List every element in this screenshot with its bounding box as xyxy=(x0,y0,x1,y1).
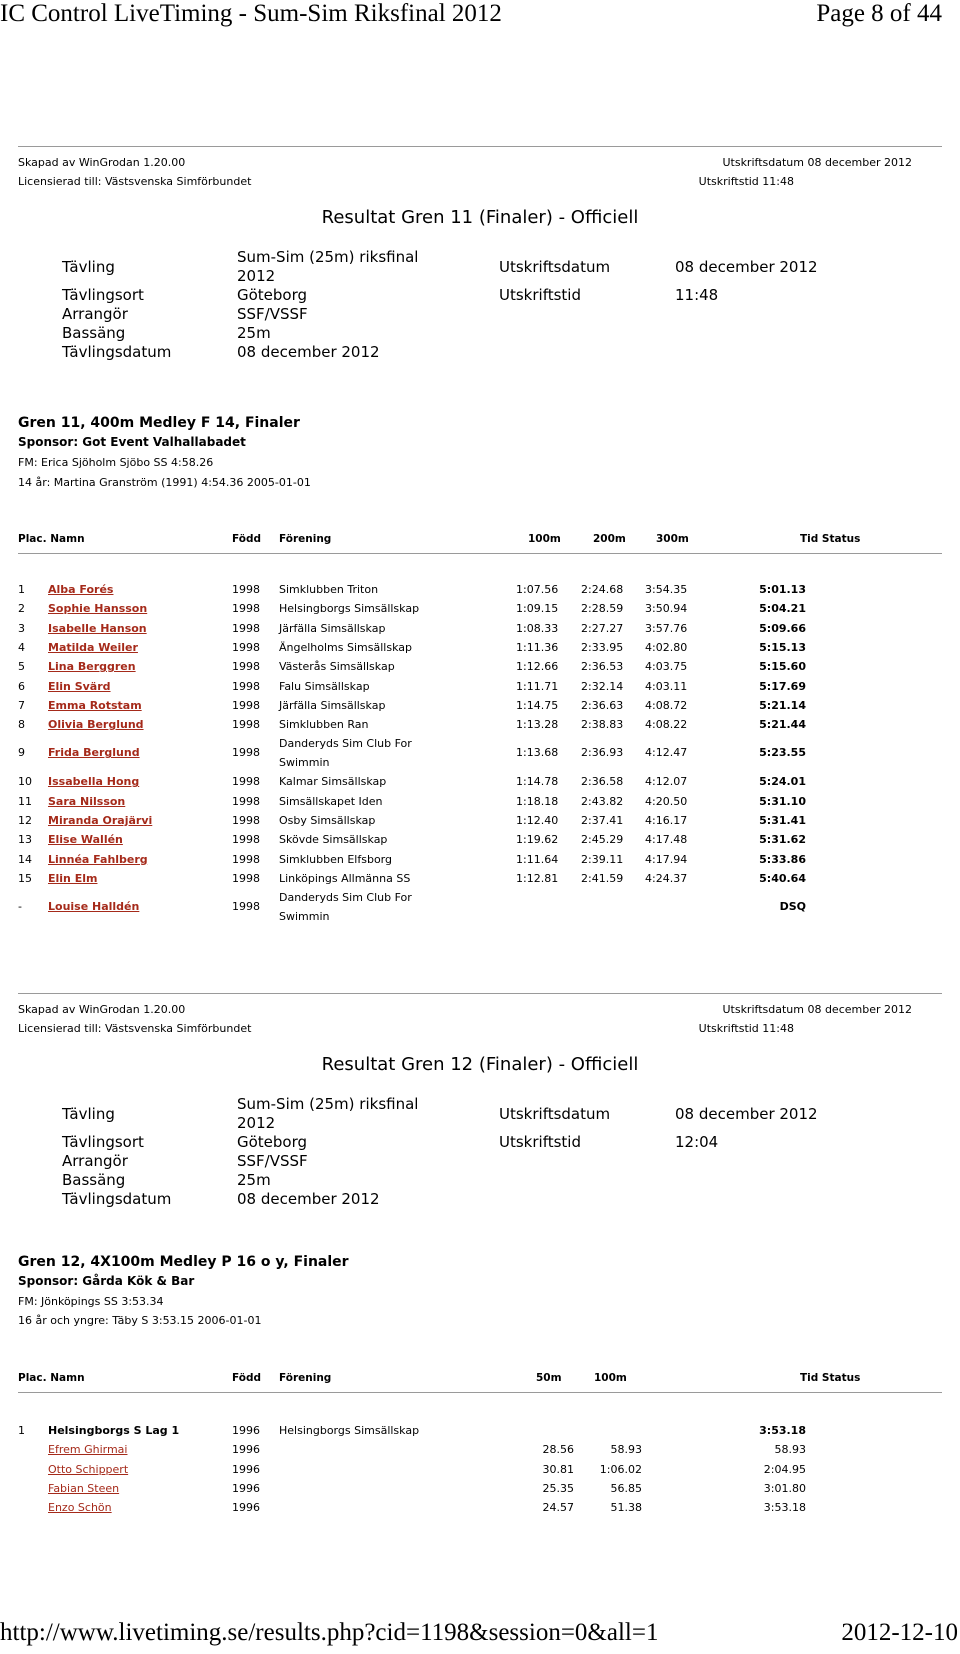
row-final-time: 5:15.13 xyxy=(759,640,806,654)
row-split-1: 1:08.33 xyxy=(516,621,559,635)
row-place: 7 xyxy=(18,698,25,712)
col-tid-status: Tid Status xyxy=(800,1372,861,1384)
info-value-utskriftsdatum: 08 december 2012 xyxy=(675,1105,818,1123)
row-final-time: 5:31.62 xyxy=(759,833,806,847)
info-label-tavlingsdatum: Tävlingsdatum xyxy=(62,343,172,361)
created-by: Skapad av WinGrodan 1.20.00 xyxy=(18,156,186,169)
col-forening: Förening xyxy=(279,533,332,545)
info-label-arrangor: Arrangör xyxy=(62,305,128,323)
row-final-time: 5:31.41 xyxy=(759,814,806,827)
page-footer xyxy=(0,1618,958,1652)
event-fm: FM: Erica Sjöholm Sjöbo SS 4:58.26 xyxy=(18,456,214,469)
row-split-1: 24.57 xyxy=(542,1501,574,1515)
athlete-name-link[interactable]: Sara Nilsson xyxy=(48,794,126,808)
licensed-to: Licensierad till: Västsvenska Simförbundet xyxy=(18,175,252,188)
row-split-1: 28.56 xyxy=(542,1443,574,1457)
row-split-2: 2:27.27 xyxy=(581,621,624,635)
col-fodd: Född xyxy=(232,533,261,545)
table-row xyxy=(18,811,942,830)
row-split-2: 2:38.83 xyxy=(581,718,624,732)
athlete-name-link[interactable]: Elise Wallén xyxy=(48,833,123,847)
results-table-gren-11 xyxy=(18,580,942,940)
row-birth-year: 1998 xyxy=(232,871,260,885)
info-label-bassang: Bassäng xyxy=(62,1171,126,1189)
row-split-1: 1:14.75 xyxy=(516,698,559,712)
athlete-name-link[interactable]: Linnéa Fahlberg xyxy=(48,852,148,866)
row-split-1: 1:07.56 xyxy=(516,583,559,596)
row-birth-year: 1998 xyxy=(232,814,260,827)
event-fm: FM: Jönköpings SS 3:53.34 xyxy=(18,1295,164,1308)
print-date: Utskriftsdatum 08 december 2012 xyxy=(722,156,912,169)
col-split-2: 100m xyxy=(594,1372,627,1384)
row-split-3: 4:17.48 xyxy=(645,833,688,847)
row-birth-year: 1996 xyxy=(232,1462,260,1476)
result-section-gren-12 xyxy=(18,993,942,1327)
row-place: - xyxy=(18,900,22,914)
info-value-tavlingsort: Göteborg xyxy=(237,1133,308,1151)
row-place: 5 xyxy=(18,660,25,674)
team-row xyxy=(18,1421,942,1440)
row-final-time: 5:21.14 xyxy=(759,698,806,712)
row-split-2: 2:43.82 xyxy=(581,794,624,808)
row-split-3: 4:20.50 xyxy=(645,794,688,808)
table-row xyxy=(18,869,942,888)
footer-date: 2012-12-10 xyxy=(841,1619,958,1646)
info-value-utskriftstid: 12:04 xyxy=(675,1133,719,1151)
row-split-2: 2:28.59 xyxy=(581,602,624,616)
row-cumulative-time: 3:53.18 xyxy=(763,1501,806,1515)
row-cumulative-time: 3:01.80 xyxy=(763,1481,806,1495)
row-split-3: 4:08.22 xyxy=(645,718,688,732)
row-split-1: 1:12.40 xyxy=(516,814,559,827)
athlete-name-link[interactable]: Olivia Berglund xyxy=(48,718,144,732)
row-final-time: 5:09.66 xyxy=(759,621,806,635)
table-row xyxy=(18,638,942,657)
row-birth-year: 1996 xyxy=(232,1424,260,1437)
divider xyxy=(18,993,942,994)
table-row xyxy=(18,599,942,618)
col-split-2: 200m xyxy=(593,533,626,545)
row-place: 11 xyxy=(18,794,32,808)
event-sponsor: Sponsor: Got Event Valhallabadet xyxy=(18,435,246,449)
swimmer-name-link[interactable]: Enzo Schön xyxy=(48,1501,112,1515)
info-value-tavlingsdatum: 08 december 2012 xyxy=(237,1190,380,1208)
row-club: Simklubben Elfsborg xyxy=(279,852,392,866)
row-place: 9 xyxy=(18,746,25,760)
result-title: Resultat Gren 11 (Finaler) - Officiell xyxy=(321,207,639,228)
header-divider xyxy=(18,1392,942,1393)
row-final-time: 5:40.64 xyxy=(759,871,806,885)
print-time: Utskriftstid 11:48 xyxy=(698,175,794,188)
row-split-1: 1:09.15 xyxy=(516,602,559,616)
row-place: 6 xyxy=(18,679,25,693)
row-club: Danderyds Sim Club For xyxy=(279,737,412,751)
print-time: Utskriftstid 11:48 xyxy=(698,1022,794,1035)
row-birth-year: 1998 xyxy=(232,775,260,789)
row-split-2: 2:39.11 xyxy=(581,852,624,866)
row-split-3: 4:03.75 xyxy=(645,660,688,674)
athlete-name-link[interactable]: Louise Halldén xyxy=(48,900,140,914)
event-record: 16 år och yngre: Täby S 3:53.15 2006-01-01 xyxy=(18,1314,262,1327)
row-club: Skövde Simsällskap xyxy=(279,833,388,847)
row-split-1: 1:13.28 xyxy=(516,718,559,732)
row-birth-year: 1998 xyxy=(232,852,260,866)
row-birth-year: 1998 xyxy=(232,718,260,732)
event-title: Gren 12, 4X100m Medley P 16 o y, Finaler xyxy=(18,1254,349,1270)
row-split-1: 1:19.62 xyxy=(516,833,559,847)
athlete-name-link[interactable]: Isabelle Hanson xyxy=(48,621,147,635)
row-place: 2 xyxy=(18,602,25,616)
row-split-1: 1:11.64 xyxy=(516,852,559,866)
info-label-arrangor: Arrangör xyxy=(62,1152,128,1170)
col-split-1: 50m xyxy=(536,1372,562,1384)
info-value-bassang: 25m xyxy=(237,324,271,342)
info-value-bassang: 25m xyxy=(237,1171,271,1189)
info-label-bassang: Bassäng xyxy=(62,324,126,342)
row-split-2: 1:06.02 xyxy=(599,1462,642,1476)
row-split-1: 1:18.18 xyxy=(516,794,559,808)
row-final-time: 5:17.69 xyxy=(759,679,806,693)
table-row xyxy=(18,734,942,772)
info-label-utskriftsdatum: Utskriftsdatum xyxy=(499,1105,611,1123)
col-forening: Förening xyxy=(279,1372,332,1384)
team-name: Helsingborgs S Lag 1 xyxy=(48,1424,180,1437)
info-value-tavling-line2: 2012 xyxy=(237,267,276,285)
row-split-3: 3:54.35 xyxy=(645,583,688,596)
athlete-name-link[interactable]: Miranda Orajärvi xyxy=(48,814,153,827)
row-birth-year: 1996 xyxy=(232,1481,260,1495)
row-split-2: 2:24.68 xyxy=(581,583,624,596)
info-value-tavling-line1: Sum-Sim (25m) riksfinal xyxy=(237,1095,419,1113)
divider xyxy=(18,146,942,147)
print-date: Utskriftsdatum 08 december 2012 xyxy=(722,1003,912,1016)
info-label-tavlingsdatum: Tävlingsdatum xyxy=(62,1190,172,1208)
event-record: 14 år: Martina Granström (1991) 4:54.36 2005-01-01 xyxy=(18,476,311,489)
relay-swimmer-row xyxy=(18,1498,942,1517)
col-fodd: Född xyxy=(232,1372,261,1384)
info-label-utskriftsdatum: Utskriftsdatum xyxy=(499,258,611,276)
event-sponsor: Sponsor: Gårda Kök & Bar xyxy=(18,1274,195,1288)
row-birth-year: 1998 xyxy=(232,679,260,693)
athlete-name-link[interactable]: Issabella Hong xyxy=(48,775,140,789)
row-split-1: 1:13.68 xyxy=(516,746,559,760)
info-value-tavling-line2: 2012 xyxy=(237,1114,276,1132)
table-row xyxy=(18,619,942,638)
row-split-3: 3:50.94 xyxy=(645,602,688,616)
row-split-1: 1:11.71 xyxy=(516,679,559,693)
row-place: 3 xyxy=(18,621,25,635)
col-tid-status: Tid Status xyxy=(800,533,861,545)
row-place: 10 xyxy=(18,775,32,789)
page-number: Page 8 of 44 xyxy=(816,0,942,27)
results-table-gren-12 xyxy=(18,1421,942,1521)
row-club: Simsällskapet Iden xyxy=(279,794,383,808)
row-final-time: 5:33.86 xyxy=(759,852,806,866)
row-split-2: 2:36.53 xyxy=(581,660,624,674)
row-split-2: 2:45.29 xyxy=(581,833,624,847)
swimmer-name-link[interactable]: Fabian Steen xyxy=(48,1481,120,1495)
athlete-name-link[interactable]: Frida Berglund xyxy=(48,746,140,760)
row-final-time: DSQ xyxy=(779,900,806,914)
athlete-name-link[interactable]: Sophie Hansson xyxy=(48,602,148,616)
athlete-name-link[interactable]: Emma Rotstam xyxy=(48,698,142,712)
row-birth-year: 1996 xyxy=(232,1443,260,1457)
record-line-container xyxy=(18,476,942,496)
relay-swimmer-row xyxy=(18,1440,942,1459)
row-split-3: 4:24.37 xyxy=(645,871,688,885)
row-club-line2: Swimmin xyxy=(279,910,330,924)
col-split-3: 300m xyxy=(656,533,689,545)
row-club: Linköpings Allmänna SS xyxy=(279,871,411,885)
licensed-to: Licensierad till: Västsvenska Simförbundet xyxy=(18,1022,252,1035)
row-place: 1 xyxy=(18,583,25,596)
row-place: 4 xyxy=(18,640,25,654)
info-label-utskriftstid: Utskriftstid xyxy=(499,1133,581,1151)
info-value-utskriftstid: 11:48 xyxy=(675,286,719,304)
row-split-3: 4:03.11 xyxy=(645,679,688,693)
row-club: Helsingborgs Simsällskap xyxy=(279,1424,420,1437)
row-club: Järfälla Simsällskap xyxy=(279,698,386,712)
info-label-utskriftstid: Utskriftstid xyxy=(499,286,581,304)
row-split-3: 4:12.47 xyxy=(645,746,688,760)
row-split-2: 58.93 xyxy=(610,1443,642,1457)
page-header-title: IC Control LiveTiming - Sum-Sim Riksfinal 2012 xyxy=(0,0,502,27)
results-table-header xyxy=(18,533,942,563)
row-final-time: 5:01.13 xyxy=(759,583,806,596)
table-row xyxy=(18,772,942,791)
table-row xyxy=(18,792,942,811)
athlete-name-link[interactable]: Elin Svärd xyxy=(48,679,111,693)
row-split-2: 2:33.95 xyxy=(581,640,624,654)
info-value-arrangor: SSF/VSSF xyxy=(237,1152,308,1170)
row-club-line2: Swimmin xyxy=(279,756,330,770)
row-club: Simklubben Triton xyxy=(279,583,379,596)
row-club: Kalmar Simsällskap xyxy=(279,775,387,789)
info-label-tavling: Tävling xyxy=(62,258,115,276)
row-final-time: 5:23.55 xyxy=(759,746,806,760)
row-split-1: 1:12.81 xyxy=(516,871,559,885)
athlete-name-link[interactable]: Lina Berggren xyxy=(48,660,136,674)
table-row xyxy=(18,715,942,734)
row-split-3: 4:02.80 xyxy=(645,640,688,654)
row-birth-year: 1998 xyxy=(232,660,260,674)
footer-url: http://www.livetiming.se/results.php?cid=1198&session=0&all=1 xyxy=(0,1619,659,1646)
table-row xyxy=(18,677,942,696)
row-final-time: 3:53.18 xyxy=(759,1424,806,1437)
row-split-2: 56.85 xyxy=(610,1481,642,1495)
row-place: 13 xyxy=(18,833,32,847)
row-split-3: 4:12.07 xyxy=(645,775,688,789)
table-row xyxy=(18,657,942,676)
row-split-2: 2:37.41 xyxy=(581,814,624,827)
row-split-2: 51.38 xyxy=(610,1501,642,1515)
row-split-2: 2:36.93 xyxy=(581,746,624,760)
row-split-2: 2:36.63 xyxy=(581,698,624,712)
table-row xyxy=(18,830,942,849)
page-header xyxy=(0,0,942,32)
row-split-1: 1:12.66 xyxy=(516,660,559,674)
row-birth-year: 1996 xyxy=(232,1501,260,1515)
relay-swimmer-row xyxy=(18,1460,942,1479)
header-divider xyxy=(18,553,942,554)
row-split-3: 4:17.94 xyxy=(645,852,688,866)
table-row xyxy=(18,580,942,599)
row-birth-year: 1998 xyxy=(232,602,260,616)
row-club: Danderyds Sim Club For xyxy=(279,891,412,905)
info-value-tavlingsort: Göteborg xyxy=(237,286,308,304)
row-place: 1 xyxy=(18,1424,25,1437)
row-split-2: 2:32.14 xyxy=(581,679,624,693)
row-split-1: 30.81 xyxy=(542,1462,574,1476)
row-split-1: 1:14.78 xyxy=(516,775,559,789)
col-split-1: 100m xyxy=(528,533,561,545)
row-club: Osby Simsällskap xyxy=(279,814,376,827)
row-birth-year: 1998 xyxy=(232,640,260,654)
row-birth-year: 1998 xyxy=(232,621,260,635)
row-birth-year: 1998 xyxy=(232,833,260,847)
table-row xyxy=(18,696,942,715)
row-cumulative-time: 2:04.95 xyxy=(763,1462,806,1476)
relay-swimmer-row xyxy=(18,1479,942,1498)
row-club: Falu Simsällskap xyxy=(279,679,370,693)
event-title: Gren 11, 400m Medley F 14, Finaler xyxy=(18,415,300,431)
info-value-tavlingsdatum: 08 december 2012 xyxy=(237,343,380,361)
row-club: Simklubben Ran xyxy=(279,718,369,732)
row-birth-year: 1998 xyxy=(232,746,260,760)
athlete-name-link[interactable]: Alba Forés xyxy=(48,583,114,596)
row-place: 8 xyxy=(18,718,25,732)
row-place: 15 xyxy=(18,871,32,885)
swimmer-name-link[interactable]: Efrem Ghirmai xyxy=(48,1443,128,1457)
row-split-1: 25.35 xyxy=(542,1481,574,1495)
row-split-3: 4:16.17 xyxy=(645,814,688,827)
table-row xyxy=(18,850,942,869)
row-club: Järfälla Simsällskap xyxy=(279,621,386,635)
row-club: Västerås Simsällskap xyxy=(279,660,395,674)
info-label-tavlingsort: Tävlingsort xyxy=(62,286,144,304)
col-plac-namn: Plac. Namn xyxy=(18,1372,85,1384)
row-split-2: 2:36.58 xyxy=(581,775,624,789)
swimmer-name-link[interactable]: Otto Schippert xyxy=(48,1462,129,1476)
row-birth-year: 1998 xyxy=(232,583,260,596)
athlete-name-link[interactable]: Matilda Weiler xyxy=(48,640,138,654)
info-value-utskriftsdatum: 08 december 2012 xyxy=(675,258,818,276)
row-final-time: 5:15.60 xyxy=(759,660,806,674)
row-split-3: 4:08.72 xyxy=(645,698,688,712)
table-row xyxy=(18,888,942,926)
results-table-header xyxy=(18,1372,942,1402)
row-club: Helsingborgs Simsällskap xyxy=(279,602,420,616)
row-split-1: 1:11.36 xyxy=(516,640,559,654)
created-by: Skapad av WinGrodan 1.20.00 xyxy=(18,1003,186,1016)
athlete-name-link[interactable]: Elin Elm xyxy=(48,871,98,885)
result-section-gren-11 xyxy=(18,146,942,476)
info-label-tavlingsort: Tävlingsort xyxy=(62,1133,144,1151)
row-final-time: 5:24.01 xyxy=(759,775,806,789)
info-value-tavling-line1: Sum-Sim (25m) riksfinal xyxy=(237,248,419,266)
info-value-arrangor: SSF/VSSF xyxy=(237,305,308,323)
row-place: 14 xyxy=(18,852,32,866)
row-birth-year: 1998 xyxy=(232,698,260,712)
row-split-3: 3:57.76 xyxy=(645,621,688,635)
row-final-time: 5:21.44 xyxy=(759,718,806,732)
row-place: 12 xyxy=(18,814,32,827)
row-final-time: 5:04.21 xyxy=(759,602,806,616)
row-birth-year: 1998 xyxy=(232,900,260,914)
row-birth-year: 1998 xyxy=(232,794,260,808)
row-split-2: 2:41.59 xyxy=(581,871,624,885)
row-club: Ängelholms Simsällskap xyxy=(279,640,412,654)
row-final-time: 5:31.10 xyxy=(759,794,806,808)
row-cumulative-time: 58.93 xyxy=(774,1443,806,1457)
info-label-tavling: Tävling xyxy=(62,1105,115,1123)
col-plac-namn: Plac. Namn xyxy=(18,533,85,545)
result-title: Resultat Gren 12 (Finaler) - Officiell xyxy=(321,1054,639,1075)
